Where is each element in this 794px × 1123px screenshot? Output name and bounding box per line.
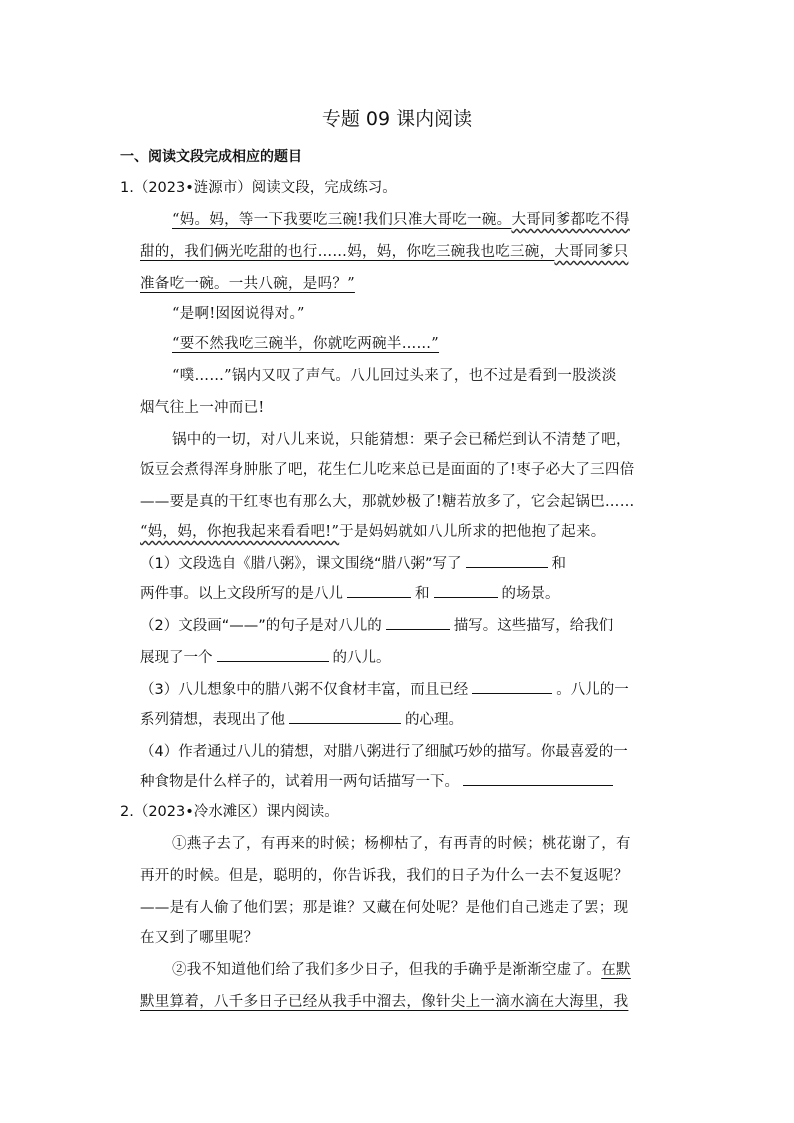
answer-blank[interactable] <box>217 647 329 662</box>
q1-passage-line <box>172 208 630 229</box>
question-text: （3）八儿想象中的腊八粥不仅食材丰富，而且已经 <box>140 682 469 698</box>
question-text: 的八儿。 <box>332 650 391 666</box>
question-text: （1）文段选自《腊八粥》，课文围绕“腊八粥”写了 <box>140 556 462 572</box>
q1-subquestion-3 <box>140 678 629 699</box>
answer-blank[interactable] <box>472 679 552 694</box>
q1-subquestion-4-cont <box>140 770 617 791</box>
q1-passage-underlined: 准备吃一碗。一共八碗，是吗？” <box>140 276 355 292</box>
question-text: （2）文段画“——”的句子是对八儿的 <box>140 618 382 634</box>
answer-blank[interactable] <box>289 709 401 724</box>
question-text: 的心理。 <box>405 712 463 728</box>
q1-subquestion-1-cont <box>140 582 560 603</box>
q2-passage-underlined: 在默 <box>601 962 631 978</box>
question-text: 。八儿的一 <box>556 682 629 698</box>
question-text: 展现了一个 <box>140 650 213 666</box>
q1-passage-wavy: 大哥同爹都吃不得 <box>511 212 630 228</box>
answer-blank[interactable] <box>463 771 613 786</box>
q1-passage-line <box>140 520 606 541</box>
q1-passage-underlined: 甜的，我们俩光吃甜的也行……妈，妈，你吃三碗我也吃三碗， <box>140 244 555 260</box>
question-text: 种食物是什么样子的，试着用一两句话描写一下。 <box>140 774 459 790</box>
q1-passage-line: ——要是真的干红枣也有那么大，那就妙极了!糖若放多了，它会起锅巴…… <box>140 494 635 510</box>
q2-passage-line: 在又到了哪里呢？ <box>140 930 259 946</box>
q1-subquestion-4: （4）作者通过八儿的猜想，对腊八粥进行了细腻巧妙的描写。你最喜爱的一 <box>140 744 628 760</box>
q1-passage-wavy: “妈，妈，你抱我起来看看吧!” <box>140 524 340 540</box>
answer-blank[interactable] <box>347 583 411 598</box>
q1-passage-underlined: “要不然我吃三碗半，你就吃两碗半……” <box>172 336 440 352</box>
q1-passage-text: 于是妈妈就如八儿所求的把他抱了起来。 <box>339 524 606 540</box>
question-text: 和 <box>415 586 430 602</box>
q1-passage-underlined: “妈。妈，等一下我要吃三碗!我们只准大哥吃一碗。 <box>172 212 512 228</box>
question-text: 描写。这些描写，给我们 <box>453 618 614 634</box>
section-heading: 一、阅读文段完成相应的题目 <box>120 149 302 165</box>
q2-passage-line <box>140 990 628 1011</box>
q1-passage-line <box>172 332 439 353</box>
q2-passage-text: ②我不知道他们给了我们多少日子，但我的手确乎是渐渐空虚了。 <box>172 962 602 978</box>
q1-subquestion-1 <box>140 552 566 573</box>
answer-blank[interactable] <box>466 553 548 568</box>
question-text: 的场景。 <box>501 586 560 602</box>
q2-passage-line <box>172 958 631 979</box>
question-1-heading: 1.（2023•涟源市）阅读文段，完成练习。 <box>120 180 397 196</box>
q2-passage-line: ——是有人偷了他们罢；那是谁？又藏在何处呢？是他们自己逃走了罢；现 <box>140 900 629 916</box>
question-text: 系列猜想，表现出了他 <box>140 712 285 728</box>
question-2-heading: 2.（2023•冷水滩区）课内阅读。 <box>120 804 339 820</box>
answer-blank[interactable] <box>434 583 498 598</box>
q1-passage-line: “是啊!囡囡说得对。” <box>172 306 305 322</box>
q2-passage-underlined: 默里算着，八千多日子已经从我手中溜去，像针尖上一滴水滴在大海里，我 <box>140 994 629 1010</box>
q1-passage-line <box>140 272 355 293</box>
question-text: 和 <box>551 556 566 572</box>
q1-passage-wavy: 大哥同爹只 <box>554 244 629 260</box>
page-title: 专题 09 课内阅读 <box>321 108 473 130</box>
question-text: 两件事。以上文段所写的是八儿 <box>140 586 343 602</box>
q2-passage-line: 再开的时候。但是，聪明的，你告诉我，我们的日子为什么一去不复返呢？ <box>140 868 629 884</box>
q1-subquestion-2-cont <box>140 646 391 667</box>
q1-passage-line: 烟气往上一冲而已! <box>140 400 265 416</box>
q1-subquestion-2 <box>140 614 613 635</box>
q1-subquestion-3-cont <box>140 708 463 729</box>
q1-passage-line <box>140 240 628 261</box>
q2-passage-line: ①燕子去了，有再来的时候；杨柳枯了，有再青的时候；桃花谢了，有 <box>172 836 631 852</box>
answer-blank[interactable] <box>386 615 450 630</box>
q1-passage-line: 锅中的一切，对八儿来说，只能猜想：栗子会已稀烂到认不清楚了吧， <box>172 432 631 448</box>
q1-passage-line: “噗……”锅内又叹了声气。八儿回过头来了，也不过是看到一股淡淡 <box>172 368 617 384</box>
q1-passage-line: 饭豆会煮得浑身肿胀了吧，花生仁儿吃来总已是面面的了!枣子必大了三四倍 <box>140 462 635 478</box>
